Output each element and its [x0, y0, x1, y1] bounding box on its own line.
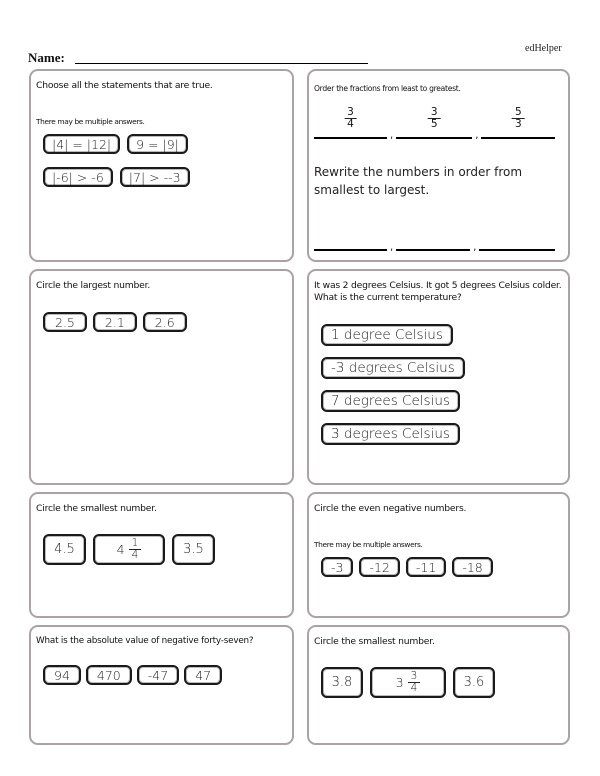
answer-option-mixed[interactable]: [370, 667, 446, 698]
mixed-number: [396, 671, 421, 694]
question-panel-7: [29, 625, 294, 745]
answer-option[interactable]: 4.5: [43, 534, 86, 565]
question-panel-4: [307, 269, 570, 485]
question-prompt: Circle the smallest number.: [36, 503, 157, 514]
answer-blank[interactable]: [396, 107, 472, 139]
separator: ,: [475, 130, 479, 141]
question-prompt: Order the fractions from least to greatest.: [314, 84, 461, 93]
numerator: 1: [129, 538, 142, 550]
answer-option[interactable]: |7| > --3: [120, 167, 190, 187]
denominator: 4: [131, 549, 139, 561]
question-prompt: Circle the even negative numbers.: [314, 503, 467, 514]
answer-options: [321, 324, 465, 445]
question-prompt: What is the absolute value of negative forty-seven?: [36, 636, 254, 646]
rewrite-blanks: [314, 241, 555, 251]
numerator: 3: [428, 107, 441, 119]
answer-options: [321, 557, 493, 577]
answer-options: [43, 665, 222, 685]
answer-option[interactable]: 3 degrees Celsius: [321, 423, 460, 445]
question-prompt: Circle the largest number.: [36, 280, 151, 291]
answer-option[interactable]: |4| = |12|: [43, 134, 120, 154]
question-prompt: Circle the smallest number.: [314, 636, 435, 647]
question-panel-2: [307, 69, 570, 262]
answer-option[interactable]: -18: [452, 557, 492, 577]
answer-blank[interactable]: [481, 107, 555, 139]
question-panel-3: [29, 269, 294, 485]
rewrite-instruction: Rewrite the numbers in order from smallest to largest.: [314, 165, 523, 197]
answer-option[interactable]: 2.1: [93, 312, 137, 332]
question-panel-1: [29, 69, 294, 262]
answer-option[interactable]: 1 degree Celsius: [321, 324, 453, 346]
denominator: 3: [515, 118, 522, 130]
separator: ,: [390, 242, 394, 253]
question-note: There may be multiple answers.: [36, 117, 145, 126]
fraction-blanks: [314, 107, 555, 139]
whole-part: 4: [116, 542, 125, 557]
answer-option[interactable]: 2.5: [43, 312, 87, 332]
answer-options: [43, 312, 187, 332]
rewrite-blank[interactable]: [396, 241, 470, 251]
answer-option[interactable]: -3: [321, 557, 353, 577]
fraction: [512, 107, 525, 130]
fraction: [129, 538, 142, 561]
answer-options: [321, 667, 495, 698]
name-label: Name:: [28, 50, 65, 65]
fraction: [408, 671, 421, 694]
separator: ,: [390, 130, 394, 141]
whole-part: 3: [395, 675, 404, 690]
answer-option[interactable]: |-6| > -6: [43, 167, 113, 187]
answer-option[interactable]: 2.6: [143, 312, 187, 332]
answer-option[interactable]: 94: [43, 665, 81, 685]
answer-option[interactable]: 3.8: [321, 667, 363, 698]
question-prompt: It was 2 degrees Celsius. It got 5 degrees Celsius colder. What is the current temperature?: [314, 280, 562, 303]
answer-option[interactable]: 470: [86, 665, 132, 685]
rewrite-blank[interactable]: [479, 241, 555, 251]
numerator: 3: [408, 671, 421, 683]
answer-options: [43, 134, 188, 154]
question-panel-6: [307, 492, 570, 618]
answer-option[interactable]: 47: [184, 665, 222, 685]
denominator: 4: [410, 682, 418, 694]
separator: ,: [473, 242, 477, 253]
mixed-number: [117, 538, 142, 561]
answer-option[interactable]: -3 degrees Celsius: [321, 357, 465, 379]
numerator: 5: [512, 107, 525, 119]
question-note: There may be multiple answers.: [314, 540, 423, 549]
question-panel-5: [29, 492, 294, 618]
answer-option[interactable]: 7 degrees Celsius: [321, 390, 460, 412]
answer-option[interactable]: 3.5: [172, 534, 215, 565]
rewrite-blank[interactable]: [314, 241, 387, 251]
question-panel-8: [307, 625, 570, 745]
answer-option[interactable]: -47: [137, 665, 179, 685]
answer-option[interactable]: -12: [359, 557, 399, 577]
name-input-line[interactable]: [75, 63, 368, 64]
fraction: [344, 107, 357, 130]
numerator: 3: [344, 107, 357, 119]
denominator: 4: [347, 118, 354, 130]
answer-option[interactable]: 3.6: [453, 667, 495, 698]
question-prompt: Choose all the statements that are true.: [36, 80, 213, 91]
brand-label: edHelper: [525, 43, 562, 54]
answer-options: [43, 534, 215, 565]
answer-options: [43, 167, 190, 187]
answer-blank[interactable]: [314, 107, 387, 139]
fraction: [428, 107, 441, 130]
answer-option[interactable]: 9 = |9|: [127, 134, 188, 154]
answer-option-mixed[interactable]: [93, 534, 165, 565]
denominator: 5: [430, 118, 438, 130]
answer-option[interactable]: -11: [406, 557, 446, 577]
